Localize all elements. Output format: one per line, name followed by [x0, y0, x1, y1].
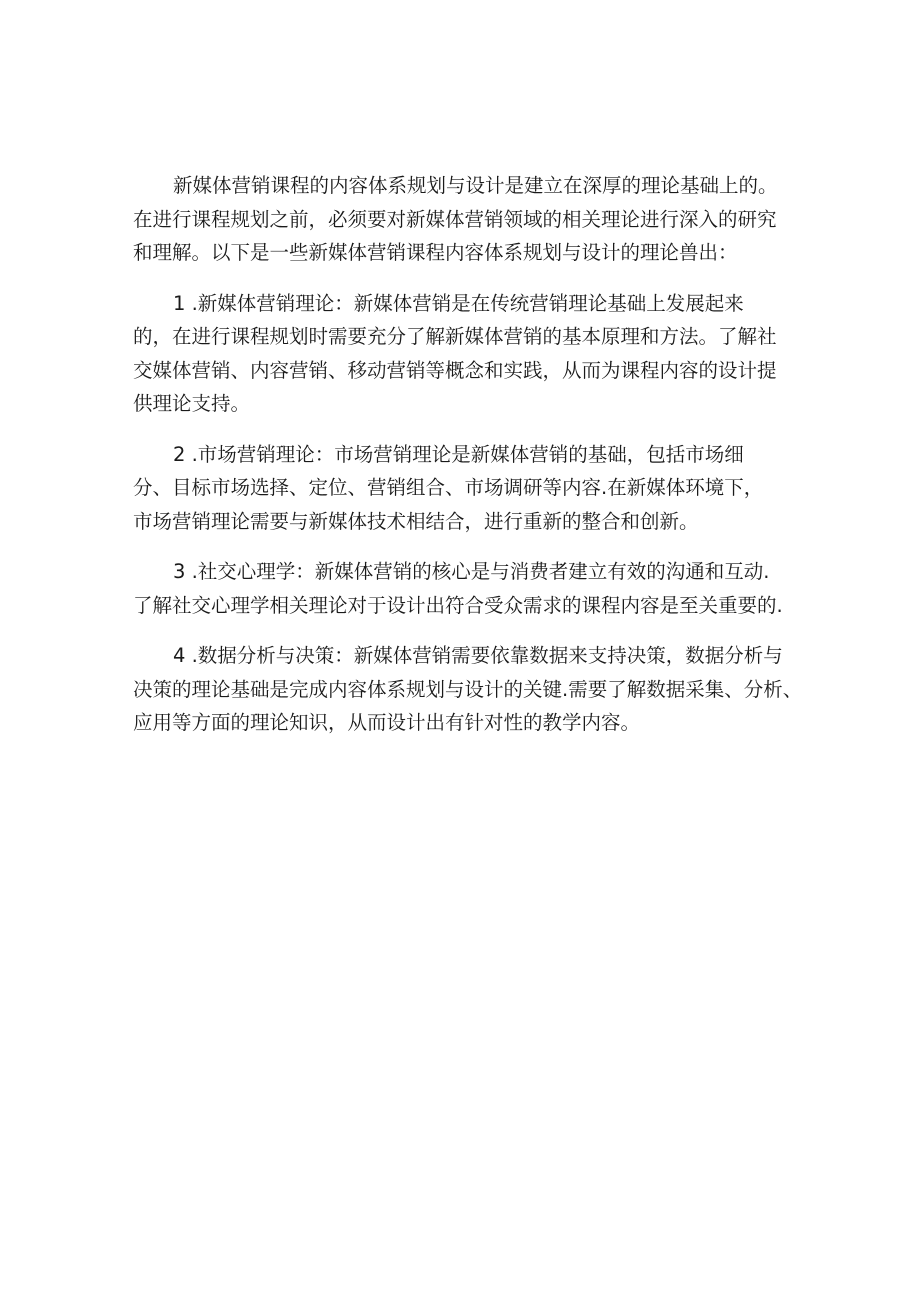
text-line: 应用等方面的理论知识，从而设计出有针对性的教学内容。 [133, 711, 641, 734]
text-line: 的，在进行课程规划时需要充分了解新媒体营销的基本原理和方法。了解社 [133, 325, 777, 348]
intro-paragraph [133, 169, 805, 270]
text-line: 了解社交心理学相关理论对于设计出符合受众需求的课程内容是至关重要的. [133, 593, 783, 617]
text-line: 1 .新媒体营销理论：新媒体营销是在传统营销理论基础上发展起来 [173, 291, 744, 315]
text-line: 4 .数据分析与决策：新媒体营销需要依靠数据来支持决策，数据分析与 [173, 644, 783, 667]
text-line: 分、目标市场选择、定位、营销组合、市场调研等内容.在新媒体环境下， [133, 476, 764, 499]
text-line: 供理论支持。 [133, 392, 251, 415]
item-paragraph-1 [133, 287, 805, 421]
text-line: 新媒体营销课程的内容体系规划与设计是建立在深厚的理论基础上的。 [173, 174, 778, 197]
item-paragraph-2 [133, 438, 805, 539]
text-line: 交媒体营销、内容营销、移动营销等概念和实践，从而为课程内容的设计提 [133, 358, 777, 382]
text-line: 3 .社交心理学：新媒体营销的核心是与消费者建立有效的沟通和互动. [173, 560, 770, 583]
text-line: 2 .市场营销理论：市场营销理论是新媒体营销的基础，包括市场细 [173, 442, 744, 466]
text-line: 决策的理论基础是完成内容体系规划与设计的关键.需要了解数据采集、分析、 [133, 677, 803, 701]
item-paragraph-4 [133, 639, 805, 740]
item-paragraph-3 [133, 555, 805, 622]
text-line: 市场营销理论需要与新媒体技术相结合，进行重新的整合和创新。 [133, 509, 699, 533]
document-body [133, 169, 805, 757]
text-line: 和理解。以下是一些新媒体营销课程内容体系规划与设计的理论兽出： [133, 241, 738, 264]
text-line: 在进行课程规划之前，必须要对新媒体营销领域的相关理论进行深入的研究 [133, 207, 777, 231]
